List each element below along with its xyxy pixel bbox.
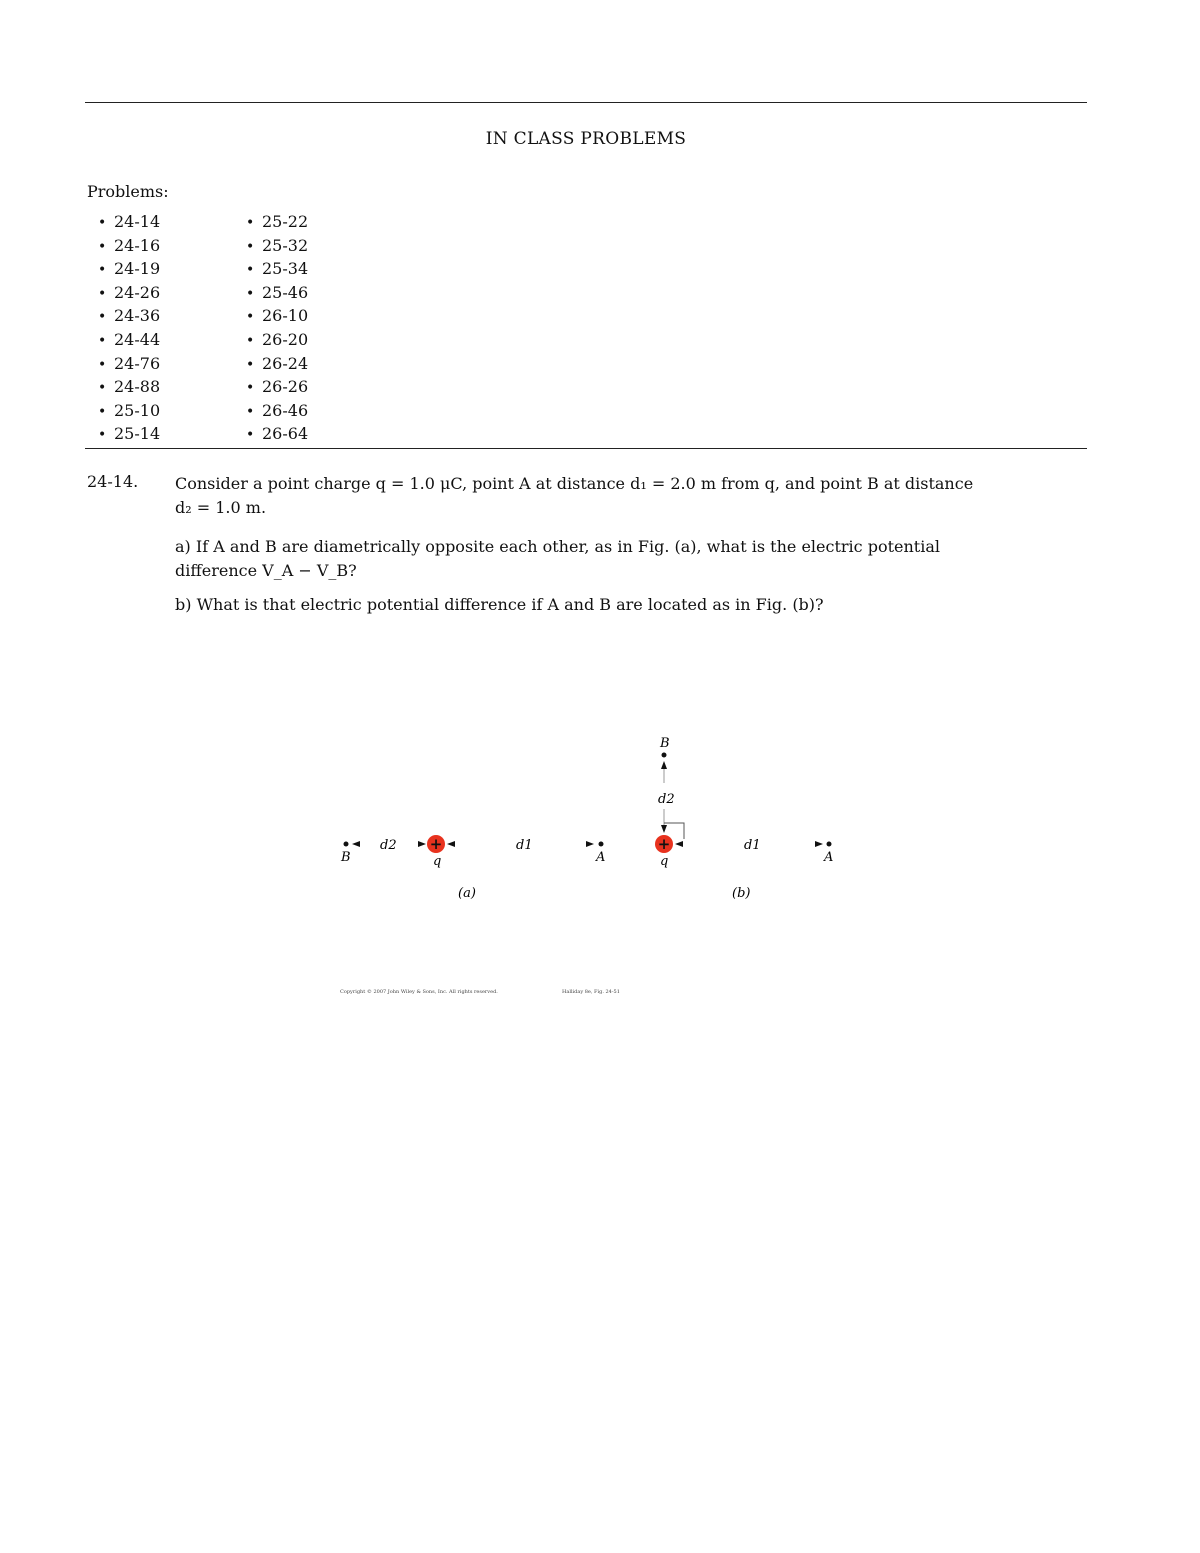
problem-list-item: • 24-36 (98, 304, 160, 328)
part-a-line-1: a) If A and B are diametrically opposite each other, as in Fig. (a), what is the electric potential (175, 537, 940, 556)
arrow-icon (352, 841, 360, 847)
problem-list-item: • 26-64 (246, 422, 308, 446)
d1-label-a: d1 (516, 838, 533, 853)
problem-list-item: • 24-44 (98, 328, 160, 352)
arrow-icon (418, 841, 426, 847)
part-a (175, 535, 1055, 583)
problem-list-column-2 (246, 210, 308, 446)
arrow-icon (661, 761, 667, 769)
caption-a: (a) (458, 886, 476, 901)
point-a-label-b: A (824, 850, 834, 865)
d2-label-a: d2 (380, 838, 397, 853)
top-rule (85, 102, 1087, 103)
point-b-dot-b (662, 753, 667, 758)
statement-line-1: Consider a point charge q = 1.0 μC, point A at distance d₁ = 2.0 m from q, and point B at distance (175, 474, 974, 493)
problem-list-item: • 26-26 (246, 375, 308, 399)
point-a-dot-a (599, 842, 604, 847)
problem-list-item: • 24-14 (98, 210, 160, 234)
problem-list-item: • 26-20 (246, 328, 308, 352)
problem-list-item: • 25-22 (246, 210, 308, 234)
d2-label-b: d2 (658, 792, 675, 807)
problem-list-item: • 24-88 (98, 375, 160, 399)
figure-reference: Halliday 8e, Fig. 24-51 (562, 989, 620, 995)
point-b-dot-a (344, 842, 349, 847)
page-heading: IN CLASS PROBLEMS (485, 129, 687, 149)
charge-label-a: q (433, 854, 442, 869)
part-b: b) What is that electric potential difference if A and B are located as in Fig. (b)? (175, 595, 824, 614)
problem-list-item: • 24-26 (98, 281, 160, 305)
part-a-line-2: difference V_A − V_B? (175, 561, 357, 580)
caption-b: (b) (732, 886, 751, 901)
problem-list-column-1 (98, 210, 160, 446)
problem-list-item: • 26-46 (246, 399, 308, 423)
problem-list-item: • 25-34 (246, 257, 308, 281)
arrow-icon (815, 841, 823, 847)
problem-list-item: • 25-14 (98, 422, 160, 446)
problem-list-item: • 26-24 (246, 352, 308, 376)
charge-figure (330, 725, 840, 1000)
problem-list-item: • 24-76 (98, 352, 160, 376)
problems-label: Problems: (87, 182, 169, 201)
problem-list-item: • 25-32 (246, 234, 308, 258)
point-a-label-a: A (596, 850, 606, 865)
d1-label-b: d1 (744, 838, 761, 853)
point-a-dot-b (827, 842, 832, 847)
plus-icon: + (657, 835, 671, 853)
problem-number: 24-14. (87, 472, 139, 491)
problem-list-item: • 25-46 (246, 281, 308, 305)
problem-list-item: • 24-19 (98, 257, 160, 281)
figure-a (340, 835, 605, 901)
charge-label-b: q (660, 854, 669, 869)
section-rule (85, 448, 1087, 449)
problem-list-item: • 26-10 (246, 304, 308, 328)
arrow-icon (661, 825, 667, 833)
figure-b (655, 736, 833, 901)
statement-line-2: d₂ = 1.0 m. (175, 498, 267, 517)
problem-list-item: • 24-16 (98, 234, 160, 258)
arrow-icon (675, 841, 683, 847)
arrow-icon (586, 841, 594, 847)
problem-statement (175, 472, 1055, 520)
plus-icon: + (429, 835, 443, 853)
problem-list-item: • 25-10 (98, 399, 160, 423)
arrow-icon (447, 841, 455, 847)
point-b-label-a: B (341, 850, 351, 865)
copyright-text: Copyright © 2007 John Wiley & Sons, Inc. All rights reserved. (340, 989, 498, 995)
point-b-label-b: B (660, 736, 670, 751)
